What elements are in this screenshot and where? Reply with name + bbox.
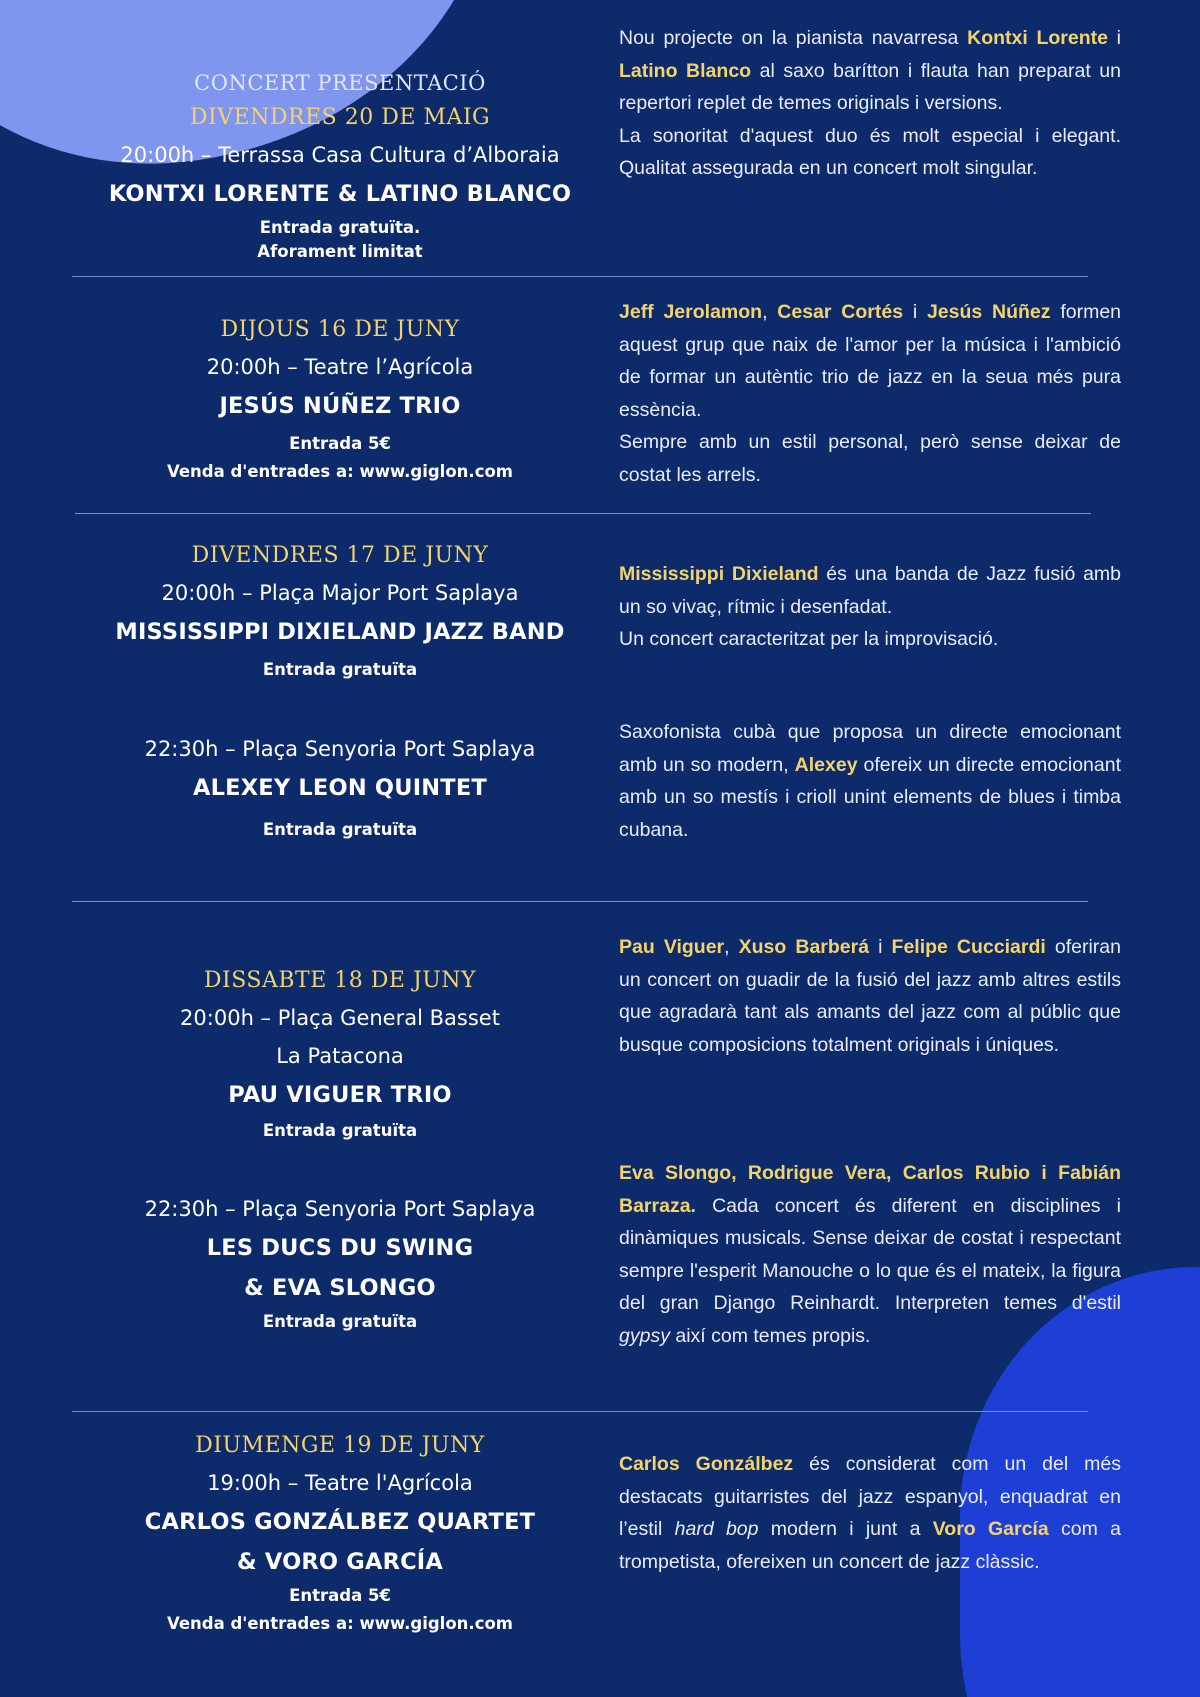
desc-highlight: Felipe Cucciardi <box>891 936 1046 958</box>
event-description <box>619 22 1121 185</box>
desc-text: oferiran un concert on guadir de la fusió del jazz amb altres estils que agradarà tant als amants del jazz com al públic que busque composicions totalment originals i úniques. <box>619 936 1121 1056</box>
event-description <box>619 1157 1121 1352</box>
event-note: Entrada gratuïta. <box>259 218 421 237</box>
event-act: KONTXI LORENTE & LATINO BLANCO <box>108 181 572 207</box>
event-time: 22:30h – Plaça Senyoria Port Saplaya <box>144 737 536 761</box>
desc-highlight: Xuso Barberá <box>738 936 870 958</box>
event-act: MISSISSIPPI DIXIELAND JAZZ BAND <box>115 619 565 645</box>
desc-text: és considerat com un del més destacats guitarristes del jazz espanyol, enquadrat en l’estil <box>619 1453 1121 1540</box>
event-les-ducs-du-swing <box>60 1190 620 1334</box>
desc-highlight: Latino Blanco <box>619 59 752 82</box>
desc-text: ofereix un directe emocionant amb un so mestís i crioll unint elements de blues i timba cubana. <box>619 753 1121 841</box>
desc-highlight: Jeff Jerolamon <box>619 301 763 323</box>
event-description <box>619 558 1121 656</box>
event-act: CARLOS GONZÁLBEZ QUARTET <box>144 1509 536 1535</box>
event-description <box>619 1448 1121 1578</box>
event-note: Aforament limitat <box>257 242 423 261</box>
desc-highlight: Mississippi Dixieland <box>619 563 819 585</box>
desc-text: i <box>1107 27 1122 49</box>
event-note: Entrada gratuïta <box>262 1121 418 1140</box>
event-note: Venda d'entrades a: www.giglon.com <box>166 1614 514 1633</box>
event-act-line2: & VORO GARCÍA <box>237 1549 443 1575</box>
event-act: LES DUCS DU SWING <box>206 1235 474 1261</box>
desc-text: La sonoritat d'aquest duo és molt especial i elegant. Qualitat assegurada en un concert molt singular. <box>619 124 1121 179</box>
event-day: DIVENDRES 20 DE MAIG <box>189 105 491 130</box>
desc-highlight: Alexey <box>794 753 858 776</box>
desc-text: Saxofonista cubà que proposa un directe emocionant amb un so modern, <box>619 721 1121 776</box>
event-time-line2: La Patacona <box>276 1044 404 1068</box>
event-act-line2: & EVA SLONGO <box>244 1275 436 1301</box>
event-note: Entrada gratuïta <box>262 660 418 679</box>
event-pau-viguer <box>60 963 620 1143</box>
event-description <box>619 716 1121 846</box>
desc-text: com a trompetista, ofereixen un concert de jazz clàssic. <box>619 1518 1121 1573</box>
desc-text: i <box>903 301 927 323</box>
event-day: DISSABTE 18 DE JUNY <box>203 968 477 993</box>
event-act: ALEXEY LEON QUINTET <box>193 775 487 801</box>
event-note: Entrada gratuïta <box>262 820 418 839</box>
desc-highlight: Pau Viguer <box>619 936 725 958</box>
event-time: 19:00h – Teatre l'Agrícola <box>207 1471 473 1495</box>
desc-text: és una banda de Jazz fusió amb un so vivaç, rítmic i desenfadat. <box>619 563 1122 618</box>
event-note: Entrada 5€ <box>289 434 391 453</box>
event-kontxi-lorente <box>60 66 620 264</box>
desc-italic: hard bop <box>674 1518 759 1540</box>
desc-highlight: Cesar Cortés <box>777 301 904 323</box>
desc-text: al saxo barítton i flauta han preparat un repertori replet de temes originals i versions. <box>619 59 1121 114</box>
desc-text: Cada concert és diferent en disciplines i dinàmiques musicals. Sense deixar de costat i respectant sempre l'esperit Manouche o lo que és el mateix, la figura del gran Django Reinhardt. Interpreten temes d'estil <box>619 1194 1121 1314</box>
event-time: 20:00h – Plaça Major Port Saplaya <box>161 581 519 605</box>
event-description <box>619 296 1121 491</box>
desc-text: Un concert caracteritzat per la improvisació. <box>619 628 999 650</box>
desc-text: Sempre amb un estil personal, però sense deixar de costat les arrels. <box>619 431 1121 486</box>
event-act: PAU VIGUER TRIO <box>228 1082 452 1108</box>
event-note: Entrada gratuïta <box>262 1312 418 1331</box>
divider <box>72 1411 1088 1412</box>
divider <box>75 513 1091 514</box>
desc-text: i <box>869 936 892 958</box>
desc-text: , <box>724 936 739 958</box>
desc-text: Nou projecte on la pianista navarresa <box>619 27 968 49</box>
event-alexey-leon <box>60 730 620 842</box>
event-day: DIVENDRES 17 DE JUNY <box>191 543 489 568</box>
desc-highlight: Eva Slongo, Rodrigue Vera, Carlos Rubio i Fabián Barraza. <box>619 1162 1121 1217</box>
event-note: Venda d'entrades a: www.giglon.com <box>166 462 514 481</box>
event-time: 20:00h – Plaça General Basset <box>180 1006 500 1030</box>
event-description <box>619 931 1121 1061</box>
event-time: 20:00h – Teatre l’Agrícola <box>206 355 474 379</box>
desc-highlight: Voro García <box>932 1518 1049 1540</box>
event-day: DIJOUS 16 DE JUNY <box>220 317 460 342</box>
event-kicker: CONCERT PRESENTACIÓ <box>194 71 486 95</box>
desc-text: formen aquest grup que naix de l'amor per la música i l'ambició de formar un autèntic trio de jazz en la seua més pura essència. <box>619 301 1122 421</box>
desc-text: modern i junt a <box>758 1518 933 1540</box>
desc-highlight: Kontxi Lorente <box>967 27 1108 49</box>
event-day: DIUMENGE 19 DE JUNY <box>195 1433 485 1458</box>
event-time: 22:30h – Plaça Senyoria Port Saplaya <box>144 1197 536 1221</box>
event-carlos-gonzalbez <box>60 1428 620 1636</box>
desc-highlight: Jesús Núñez <box>926 301 1051 323</box>
event-jesus-nunez <box>60 312 620 484</box>
event-time: 20:00h – Terrassa Casa Cultura d’Alboraia <box>120 143 560 167</box>
event-act: JESÚS NÚÑEZ TRIO <box>219 393 461 419</box>
desc-italic: gypsy <box>619 1324 670 1347</box>
desc-text: , <box>762 301 778 323</box>
event-mississippi-dixieland <box>60 538 620 682</box>
desc-text: així com temes propis. <box>669 1324 871 1347</box>
event-note: Entrada 5€ <box>289 1586 391 1605</box>
desc-highlight: Carlos Gonzálbez <box>619 1453 794 1475</box>
divider <box>72 901 1088 902</box>
divider <box>72 276 1088 277</box>
